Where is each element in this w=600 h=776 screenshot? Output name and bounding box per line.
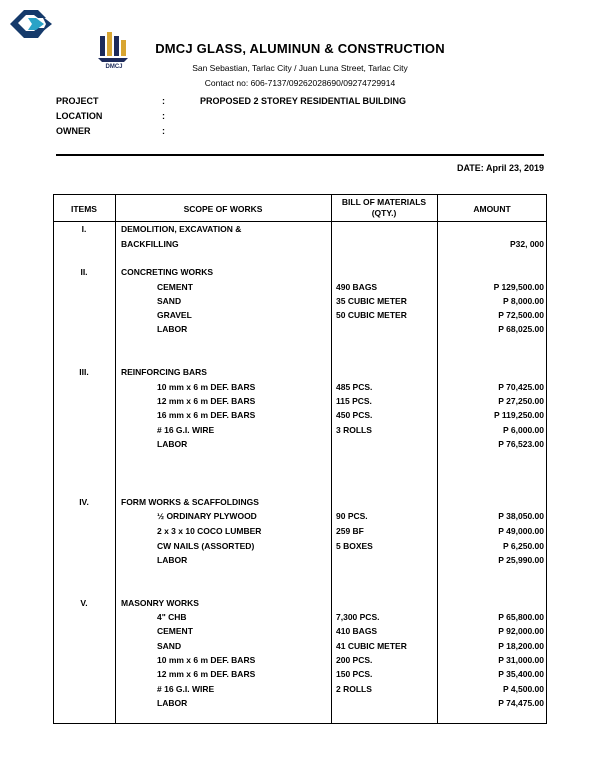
material-desc: LABOR [157,439,188,449]
material-desc: LABOR [157,698,188,708]
table-row [0,541,600,555]
material-desc: GRAVEL [157,310,192,320]
section-title: DEMOLITION, EXCAVATION & [121,224,242,234]
header-bom-qty: (QTY.) [371,208,397,218]
item-number: II. [80,267,88,277]
material-qty: 50 CUBIC METER [336,310,407,320]
item-number: I. [81,224,87,234]
location-label: LOCATION [56,111,103,121]
material-desc: 10 mm x 6 m DEF. BARS [157,382,256,392]
material-amount: P 31,000.00 [498,655,544,665]
owner-colon: : [162,126,165,136]
material-qty: 35 CUBIC METER [336,296,407,306]
table-row [0,684,600,698]
table-row [0,296,600,310]
table-row [0,698,600,712]
material-desc: 4" CHB [157,612,187,622]
document-date: DATE: April 23, 2019 [456,163,544,173]
material-desc: 12 mm x 6 m DEF. BARS [157,669,256,679]
section-title: MASONRY WORKS [121,598,199,608]
material-desc: LABOR [157,324,188,334]
material-desc: SAND [157,641,182,651]
material-desc: 2 x 3 x 10 COCO LUMBER [157,526,262,536]
table-row [0,410,600,424]
project-label: PROJECT [56,96,99,106]
table-row [0,382,600,396]
table-row [0,497,600,511]
material-amount: P 76,523.00 [498,439,544,449]
material-desc: CEMENT [157,626,193,636]
section-title: BACKFILLING [121,239,179,249]
table-row [0,310,600,324]
section-title: CONCRETING WORKS [121,267,214,277]
table-row [0,324,600,338]
company-logo-text: DMCJ [105,64,123,70]
project-colon: : [162,96,165,106]
material-desc: 12 mm x 6 m DEF. BARS [157,396,256,406]
material-qty: 90 PCS. [336,511,368,521]
material-amount: P 8,000.00 [503,296,544,306]
header-scope: SCOPE OF WORKS [183,204,263,214]
company-address: San Sebastian, Tarlac City / Juan Luna Street, Tarlac City [192,63,408,73]
material-desc: 16 mm x 6 m DEF. BARS [157,410,256,420]
header-bom: BILL OF MATERIALS [341,197,427,207]
material-desc: ½ ORDINARY PLYWOOD [157,511,257,521]
material-amount: P 25,990.00 [498,555,544,565]
material-amount: P 6,250.00 [503,541,544,551]
table-row [0,367,600,381]
material-qty: 485 PCS. [336,382,373,392]
owner-label: OWNER [56,126,91,136]
table-row [0,239,600,253]
material-qty: 150 PCS. [336,669,373,679]
material-amount: P 4,500.00 [503,684,544,694]
table-row [0,396,600,410]
section-title: FORM WORKS & SCAFFOLDINGS [121,497,259,507]
company-contact: Contact no: 606-7137/09262028690/09274729914 [204,78,396,88]
material-amount: P 18,200.00 [498,641,544,651]
material-amount: P 129,500.00 [493,282,544,292]
table-row [0,641,600,655]
material-qty: 115 PCS. [336,396,372,406]
table-row [0,655,600,669]
material-qty: 200 PCS. [336,655,373,665]
item-number: V. [80,598,88,608]
material-desc: # 16 G.I. WIRE [157,684,215,694]
table-row [0,511,600,525]
location-colon: : [162,111,165,121]
material-qty: 259 BF [336,526,364,536]
header-divider [56,154,544,156]
header-items: ITEMS [71,204,97,214]
section-title: REINFORCING BARS [121,367,207,377]
material-desc: 10 mm x 6 m DEF. BARS [157,655,256,665]
company-name: DMCJ GLASS, ALUMINUN & CONSTRUCTION [155,41,445,56]
header-row-divider [53,221,547,222]
material-desc: SAND [157,296,182,306]
material-qty: 2 ROLLS [336,684,372,694]
table-row [0,439,600,453]
material-qty: 3 ROLLS [336,425,372,435]
material-desc: # 16 G.I. WIRE [157,425,215,435]
material-amount: P 70,425.00 [498,382,544,392]
table-row [0,626,600,640]
corner-logo-icon [8,6,54,42]
material-qty: 7,300 PCS. [336,612,380,622]
material-qty: 5 BOXES [336,541,373,551]
material-amount: P 49,000.00 [498,526,544,536]
material-amount: P 72,500.00 [498,310,544,320]
material-qty: 450 PCS. [336,410,373,420]
item-number: III. [79,367,89,377]
section-total: P32, 000 [509,239,544,249]
material-desc: LABOR [157,555,188,565]
table-row [0,267,600,281]
table-row [0,612,600,626]
table-row [0,224,600,238]
material-amount: P 35,400.00 [498,669,544,679]
material-qty: 490 BAGS [336,282,378,292]
material-amount: P 92,000.00 [498,626,544,636]
material-desc: CEMENT [157,282,193,292]
material-amount: P 27,250.00 [498,396,544,406]
table-row [0,669,600,683]
project-value: PROPOSED 2 STOREY RESIDENTIAL BUILDING [200,96,407,106]
material-amount: P 38,050.00 [498,511,544,521]
table-row [0,598,600,612]
material-amount: P 68,025.00 [498,324,544,334]
table-row [0,526,600,540]
material-amount: P 65,800.00 [498,612,544,622]
table-row [0,425,600,439]
material-amount: P 6,000.00 [503,425,544,435]
table-row [0,282,600,296]
material-qty: 41 CUBIC METER [336,641,407,651]
material-desc: CW NAILS (ASSORTED) [157,541,255,551]
header-amount: AMOUNT [473,204,511,214]
material-amount: P 74,475.00 [498,698,544,708]
material-qty: 410 BAGS [336,626,378,636]
material-amount: P 119,250.00 [494,410,544,420]
table-row [0,555,600,569]
item-number: IV. [79,497,89,507]
